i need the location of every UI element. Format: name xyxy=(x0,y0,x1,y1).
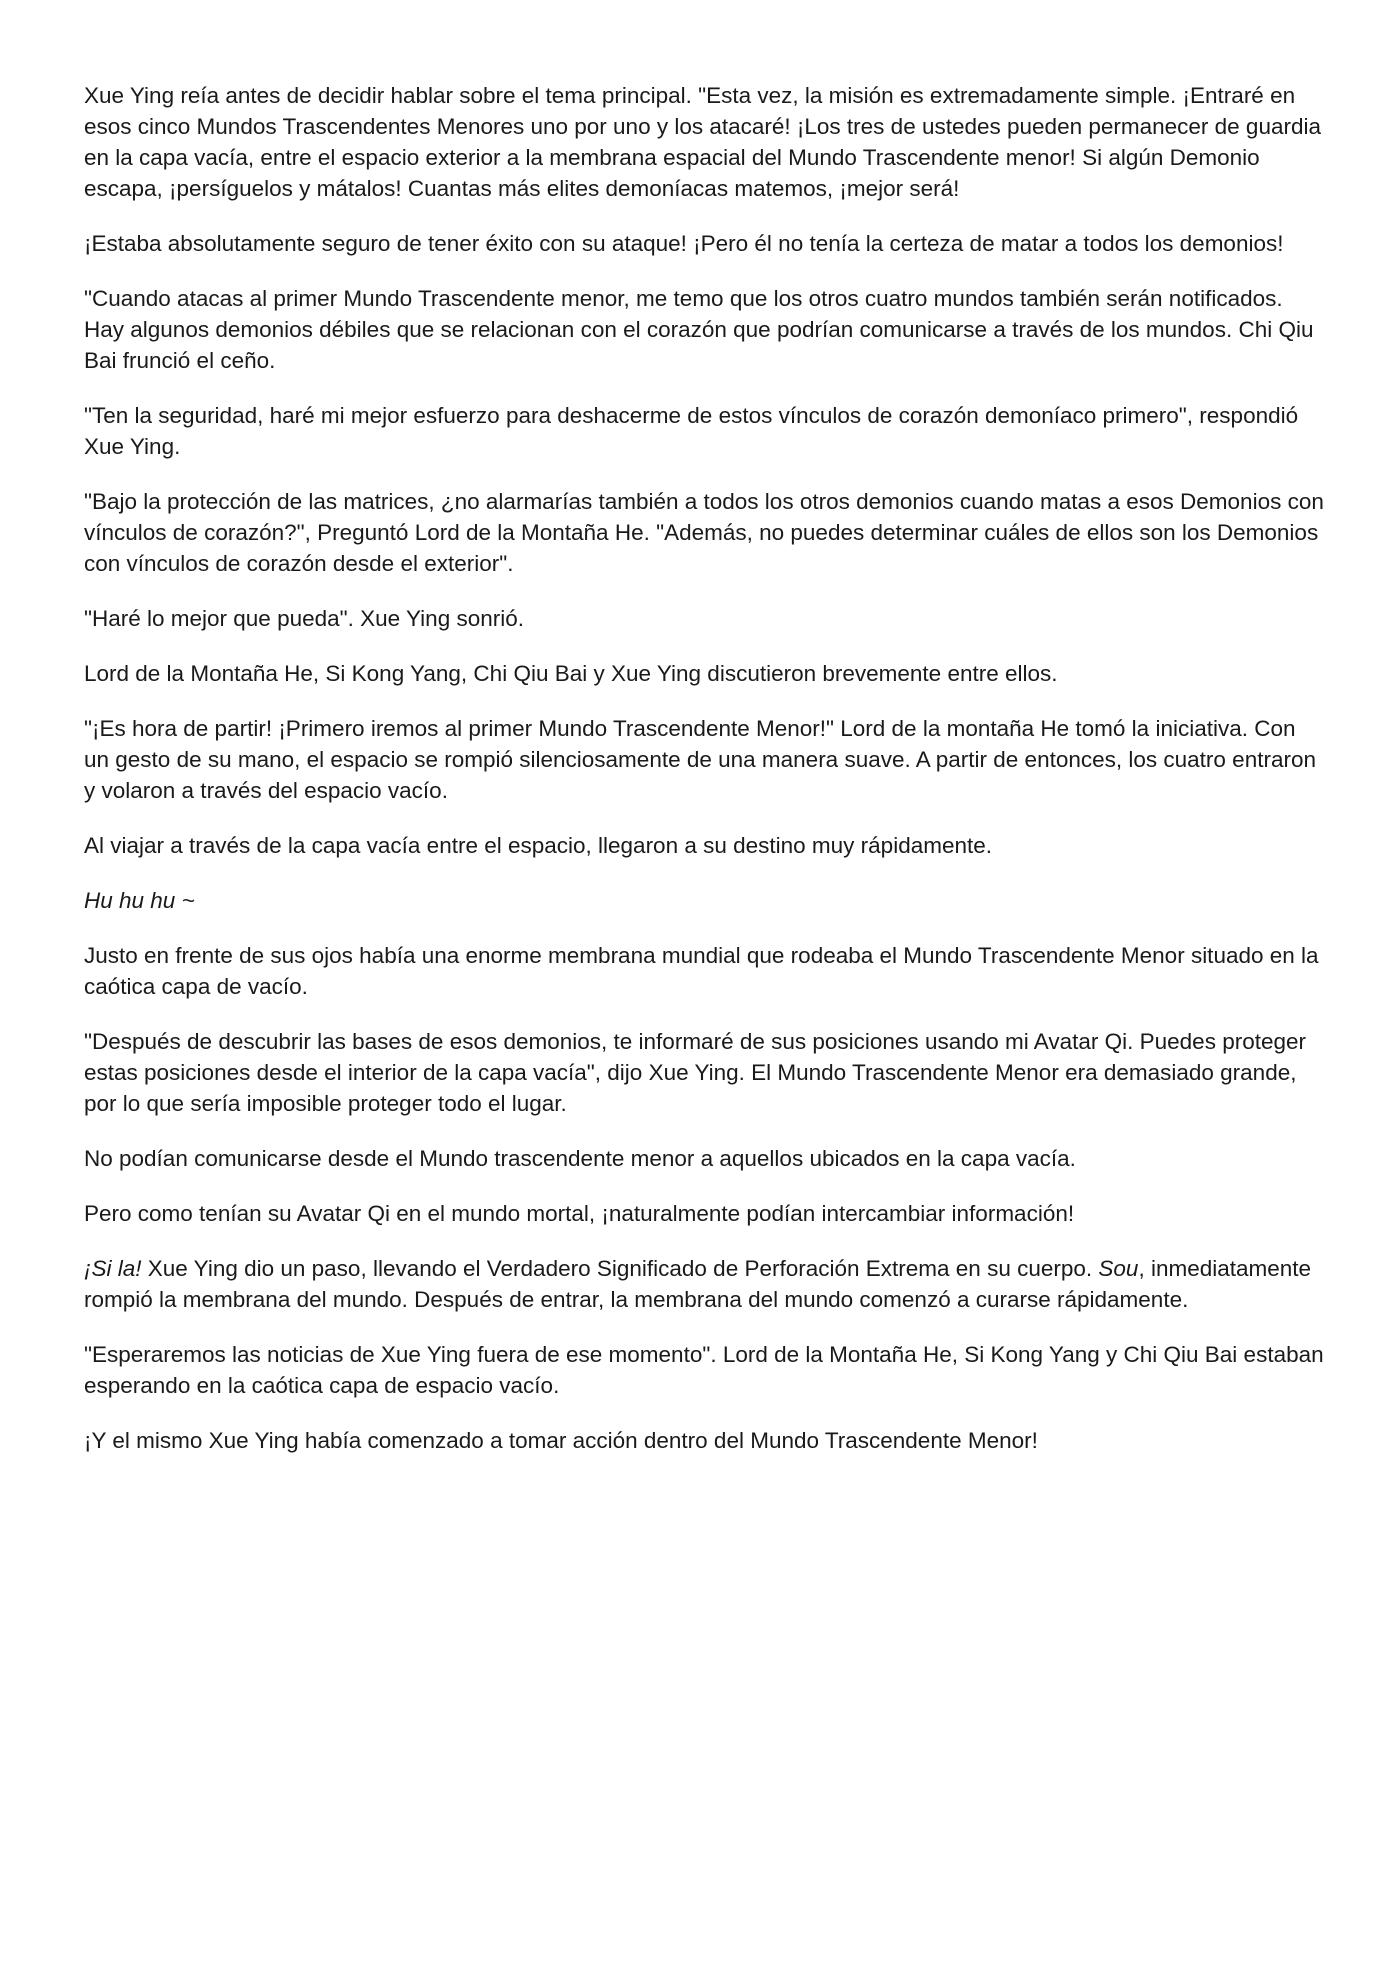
paragraph-text: "Después de descubrir las bases de esos demonios, te informaré de sus posiciones usando mi Avatar Qi. Puedes proteger estas posiciones desde el interior de la capa vacía", dijo Xue Ying. El Mundo Trascendente Menor era demasiado grande, por lo que sería imposible proteger todo el lugar. xyxy=(84,1029,1306,1116)
italic-text: Sou xyxy=(1098,1256,1139,1281)
paragraph xyxy=(84,1026,1324,1119)
paragraph-text: "¡Es hora de partir! ¡Primero iremos al primer Mundo Trascendente Menor!" Lord de la montaña He tomó la iniciativa. Con un gesto de su mano, el espacio se rompió silenciosamente de una manera suave. A partir de entonces, los cuatro entraron y volaron a través del espacio vacío. xyxy=(84,716,1316,803)
paragraph xyxy=(84,713,1324,806)
paragraph xyxy=(84,1425,1324,1456)
paragraph xyxy=(84,830,1324,861)
paragraph-text: ¡Y el mismo Xue Ying había comenzado a tomar acción dentro del Mundo Trascendente Menor! xyxy=(84,1428,1038,1453)
paragraph-text: "Ten la seguridad, haré mi mejor esfuerzo para deshacerme de estos vínculos de corazón demoníaco primero", respondió Xue Ying. xyxy=(84,403,1299,459)
paragraph xyxy=(84,80,1324,204)
paragraph xyxy=(84,400,1324,462)
paragraph-text: No podían comunicarse desde el Mundo trascendente menor a aquellos ubicados en la capa vacía. xyxy=(84,1146,1076,1171)
paragraph-text: Lord de la Montaña He, Si Kong Yang, Chi Qiu Bai y Xue Ying discutieron brevemente entre ellos. xyxy=(84,661,1058,686)
paragraph-text: "Esperaremos las noticias de Xue Ying fuera de ese momento". Lord de la Montaña He, Si Kong Yang y Chi Qiu Bai estaban esperando en la caótica capa de espacio vacío. xyxy=(84,1342,1324,1398)
paragraph xyxy=(84,486,1324,579)
paragraph-text: Xue Ying dio un paso, llevando el Verdadero Significado de Perforación Extrema en su cuerpo. xyxy=(141,1256,1099,1281)
paragraph-text: Pero como tenían su Avatar Qi en el mundo mortal, ¡naturalmente podían intercambiar información! xyxy=(84,1201,1075,1226)
paragraph xyxy=(84,283,1324,376)
paragraph xyxy=(84,940,1324,1002)
paragraph xyxy=(84,1339,1324,1401)
paragraph-text: , inmediatamente rompió la membrana del mundo. Después de entrar, la membrana del mundo comenzó a curarse rápidamente. xyxy=(84,1256,1312,1312)
paragraph xyxy=(84,1143,1324,1174)
italic-text: Hu hu hu ~ xyxy=(84,888,195,913)
paragraph xyxy=(84,603,1324,634)
paragraph xyxy=(84,1198,1324,1229)
paragraph xyxy=(84,228,1324,259)
italic-text: ¡Si la! xyxy=(84,1256,142,1281)
paragraph-text: Xue Ying reía antes de decidir hablar sobre el tema principal. "Esta vez, la misión es extremadamente simple. ¡Entraré en esos cinco Mundos Trascendentes Menores uno por uno y los atacaré! ¡Los tres de ustedes pueden permanecer de guardia en la capa vacía, entre el espacio exterior a la membrana espacial del Mundo Trascendente menor! Si algún Demonio escapa, ¡persíguelos y mátalos! Cuantas más elites demoníacas matemos, ¡mejor será! xyxy=(84,83,1321,201)
paragraph-text: Justo en frente de sus ojos había una enorme membrana mundial que rodeaba el Mundo Trascendente Menor situado en la caótica capa de vacío. xyxy=(84,943,1319,999)
paragraph xyxy=(84,658,1324,689)
document-page xyxy=(84,80,1324,1480)
paragraph-text: "Cuando atacas al primer Mundo Trascendente menor, me temo que los otros cuatro mundos también serán notificados. Hay algunos demonios débiles que se relacionan con el corazón que podrían comunicarse a través de los mundos. Chi Qiu Bai frunció el ceño. xyxy=(84,286,1314,373)
paragraph-text: "Haré lo mejor que pueda". Xue Ying sonrió. xyxy=(84,606,524,631)
paragraph-text: Al viajar a través de la capa vacía entre el espacio, llegaron a su destino muy rápidamente. xyxy=(84,833,993,858)
paragraph xyxy=(84,885,1324,916)
paragraph-text: ¡Estaba absolutamente seguro de tener éxito con su ataque! ¡Pero él no tenía la certeza de matar a todos los demonios! xyxy=(84,231,1284,256)
paragraph xyxy=(84,1253,1324,1315)
paragraph-text: "Bajo la protección de las matrices, ¿no alarmarías también a todos los otros demonios cuando matas a esos Demonios con vínculos de corazón?", Preguntó Lord de la Montaña He. "Además, no puedes determinar cuáles de ellos son los Demonios con vínculos de corazón desde el exterior". xyxy=(84,489,1324,576)
